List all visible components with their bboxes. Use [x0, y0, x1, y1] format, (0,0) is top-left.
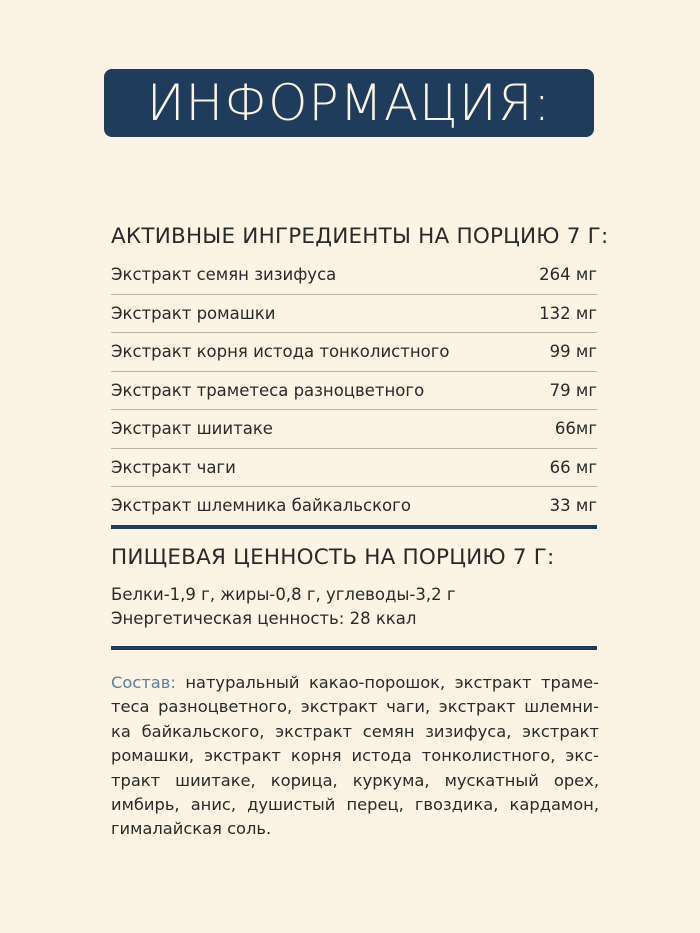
ingredient-name: Экстракт траметеса разноцветного: [111, 380, 425, 400]
ingredient-row: [111, 295, 597, 334]
active-ingredients-title: АКТИВНЫЕ ИНГРЕДИЕНТЫ НА ПОРЦИЮ 7 Г:: [111, 224, 609, 249]
ingredient-name: Экстракт шлемника байкальского: [111, 496, 411, 516]
section-divider: [111, 525, 597, 529]
ingredient-name: Экстракт корня истода тонколистного: [111, 342, 450, 362]
section-divider: [111, 646, 597, 650]
ingredient-amount: 132 мг: [539, 303, 597, 323]
ingredients-table: [111, 256, 597, 525]
ingredient-name: Экстракт семян зизифуса: [111, 265, 337, 285]
ingredient-amount: 33 мг: [549, 496, 597, 516]
composition-line-text: натуральный какао-порошок, экстракт траме-: [175, 673, 599, 692]
ingredient-amount: 79 мг: [549, 380, 597, 400]
composition-line: гималайская соль.: [111, 819, 272, 839]
title-banner: [104, 69, 594, 137]
ingredient-amount: 66 мг: [549, 457, 597, 477]
composition-line: тракт шиитаке, корица, куркума, мускатный орех,: [111, 770, 599, 790]
ingredient-amount: 99 мг: [549, 342, 597, 362]
ingredient-row: [111, 372, 597, 411]
composition-line: ромашки, экстракт корня истода тонколистного, экс-: [111, 746, 599, 766]
composition-label: Состав:: [111, 673, 176, 692]
composition-text: [111, 671, 599, 842]
ingredient-row: [111, 410, 597, 449]
energy-text: Энергетическая ценность: 28 ккал: [111, 609, 417, 628]
ingredient-row: [111, 333, 597, 372]
ingredient-name: Экстракт шиитаке: [111, 419, 273, 439]
composition-line: имбирь, анис, душистый перец, гвоздика, кардамон,: [111, 795, 599, 815]
ingredient-amount: 264 мг: [539, 265, 597, 285]
page-title: ИНФОРМАЦИЯ:: [146, 74, 552, 132]
composition-line: ка байкальского, экстракт семян зизифуса, экстракт: [111, 721, 599, 741]
ingredient-amount: 66мг: [554, 419, 597, 439]
nutrition-title: ПИЩЕВАЯ ЦЕННОСТЬ НА ПОРЦИЮ 7 Г:: [111, 545, 555, 570]
macros-text: Белки-1,9 г, жиры-0,8 г, углеводы-3,2 г: [111, 585, 456, 604]
ingredient-name: Экстракт чаги: [111, 457, 236, 477]
ingredient-row: [111, 449, 597, 488]
ingredient-row: [111, 487, 597, 525]
composition-line: теса разноцветного, экстракт чаги, экстракт шлемни-: [111, 697, 599, 717]
ingredient-name: Экстракт ромашки: [111, 303, 276, 323]
composition-line: [111, 671, 599, 695]
ingredient-row: [111, 256, 597, 295]
